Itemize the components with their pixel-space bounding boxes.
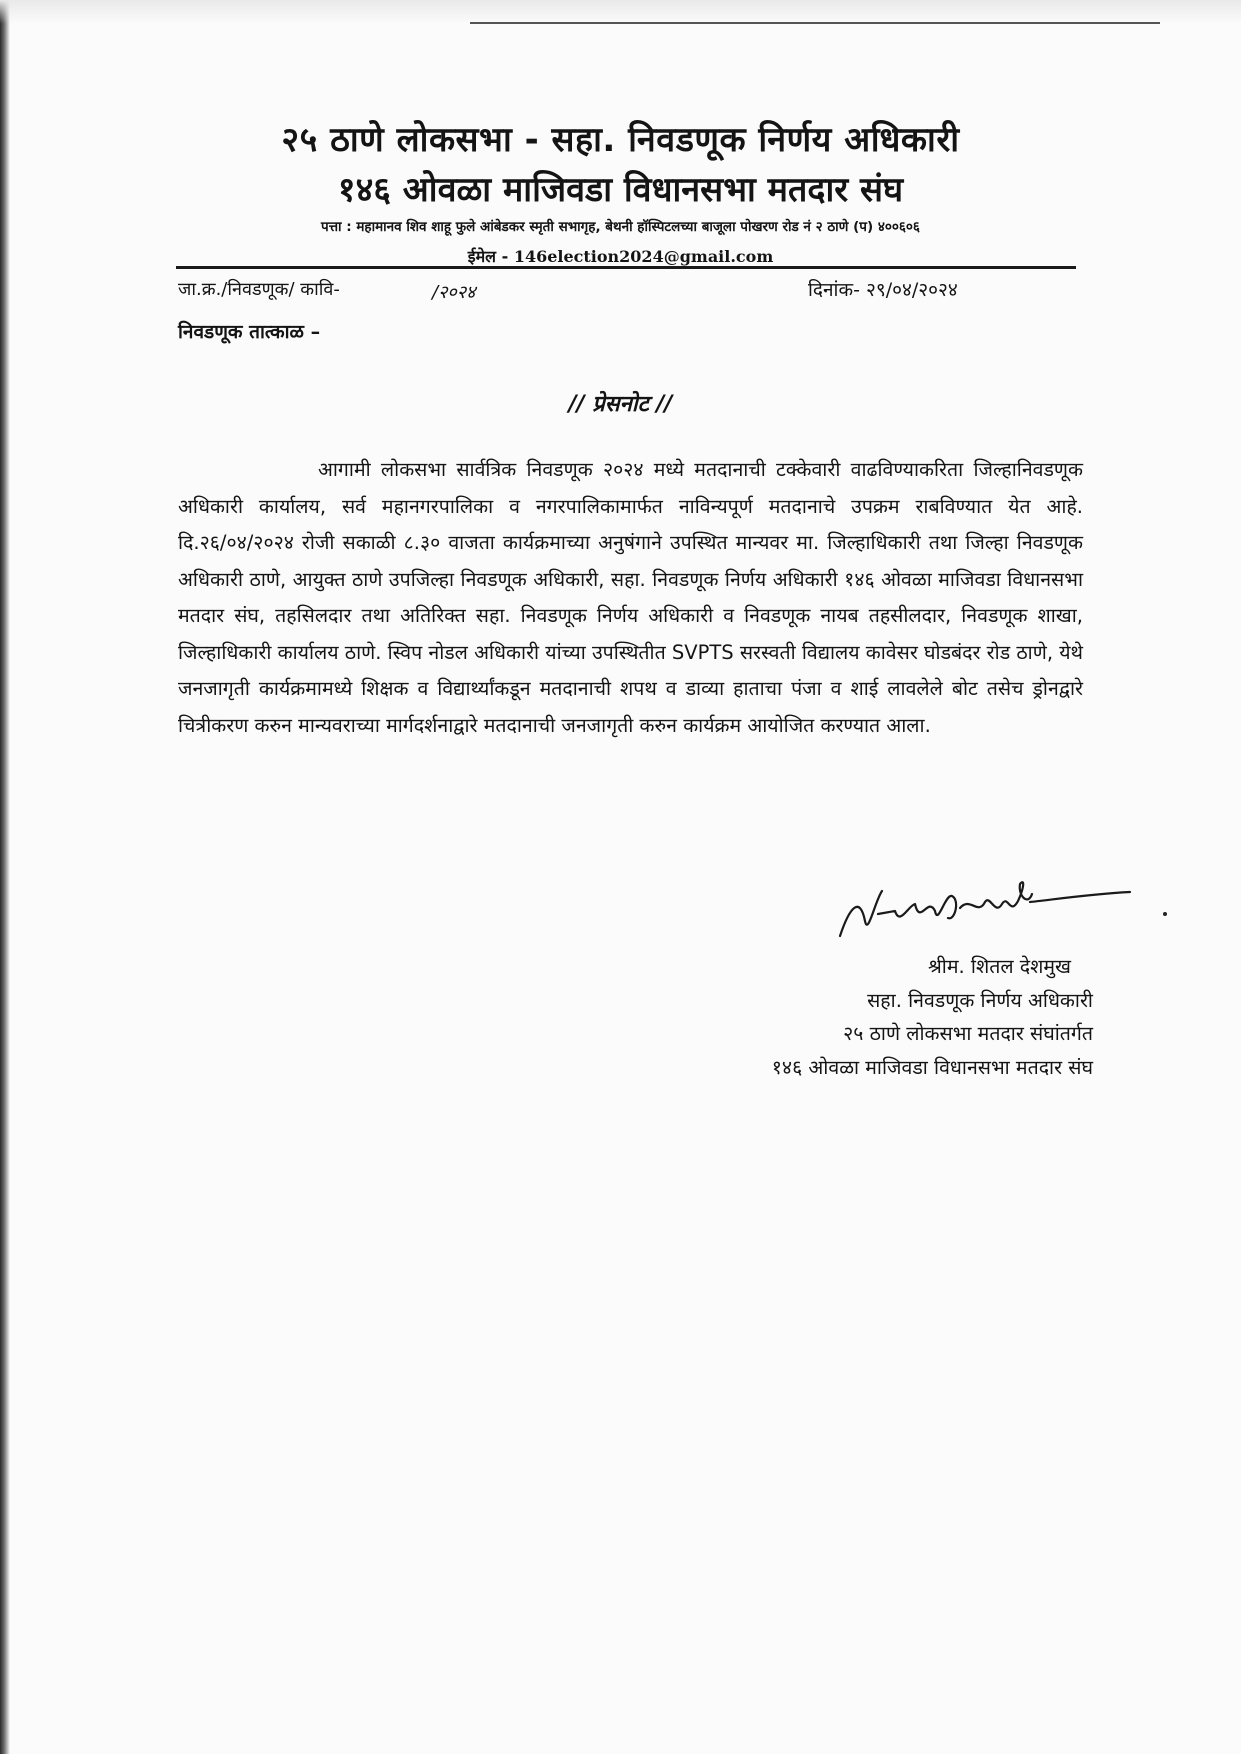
letterhead-subtitle: १४६ ओवळा माजिवडा विधानसभा मतदार संघ [337, 170, 904, 210]
letter-date: दिनांक- २९/०४/२०२४ [808, 279, 958, 301]
scan-top-line [470, 22, 1160, 24]
letterhead-divider [176, 266, 1076, 269]
reference-number: जा.क्र./निवडणूक/ कावि- [178, 279, 340, 300]
urgency-note: निवडणूक तात्काळ – [178, 321, 321, 343]
letterhead-address: पत्ता : महामानव शिव शाहू फुले आंबेडकर स्मृती सभागृह, बेथनी हॉस्पिटलच्या बाजूला पोखरण रोड नं २ ठाणे (प) ४००६०६ [321, 219, 920, 235]
signatory-block [772, 950, 1093, 1084]
letterhead-email [0, 245, 1241, 267]
letterhead-title: २५ ठाणे लोकसभा - सहा. निवडणूक निर्णय अधिकारी [281, 120, 960, 160]
handwritten-signature [820, 866, 1140, 956]
speck-mark [1163, 912, 1167, 916]
signatory-name: श्रीम. शितल देशमुख [928, 955, 1071, 978]
body-paragraph: आगामी लोकसभा सार्वत्रिक निवडणूक २०२४ मध्ये मतदानाची टक्केवारी वाढविण्याकरिता जिल्हानिवडणूक अधिकारी कार्यालय, सर्व महानगरपालिका व नगरपालिकामार्फत नाविन्यपूर्ण मतदानाचे उपक्रम राबविण्यात येत आहे. दि.२६/०४/२०२४ रोजी सकाळी ८.३० वाजता कार्यक्रमाच्या अनुषंगाने उपस्थित मान्यवर मा. जिल्हाधिकारी तथा जिल्हा निवडणूक अधिकारी ठाणे, आयुक्त ठाणे उपजिल्हा निवडणूक अधिकारी, सहा. निवडणूक निर्णय अधिकारी १४६ ओवळा माजिवडा विधानसभा मतदार संघ, तहसिलदार तथा अतिरिक्त सहा. निवडणूक निर्णय अधिकारी व निवडणूक नायब तहसीलदार, निवडणूक शाखा, जिल्हाधिकारी कार्यालय ठाणे. स्विप नोडल अधिकारी यांच्या उपस्थितीत SVPTS सरस्वती विद्यालय कावेसर घोडबंदर रोड ठाणे, येथे जनजागृती कार्यक्रमामध्ये शिक्षक व विद्यार्थ्यांकडून मतदानाची शपथ व डाव्या हाताचा पंजा व शाई लावलेले बोट तसेच ड्रोनद्वारे चित्रीकरण करुन मान्यवराच्या मार्गदर्शनाद्वारे मतदानाची जनजागृती करुन कार्यक्रम आयोजित करण्यात आला. [178, 458, 1083, 737]
scan-top-shadow [0, 0, 1241, 24]
email-address: 146election2024@gmail.com [513, 247, 774, 266]
signatory-designation: सहा. निवडणूक निर्णय अधिकारी [867, 988, 1093, 1012]
press-note-body [178, 452, 1083, 744]
email-label: ईमेल - [467, 247, 509, 266]
reference-year: /२०२४ [432, 282, 476, 303]
signatory-constituency-1: २५ ठाणे लोकसभा मतदार संघांतर्गत [843, 1022, 1093, 1045]
document-title: // प्रेसनोट // [568, 392, 673, 417]
signatory-constituency-2: १४६ ओवळा माजिवडा विधानसभा मतदार संघ [771, 1055, 1093, 1079]
